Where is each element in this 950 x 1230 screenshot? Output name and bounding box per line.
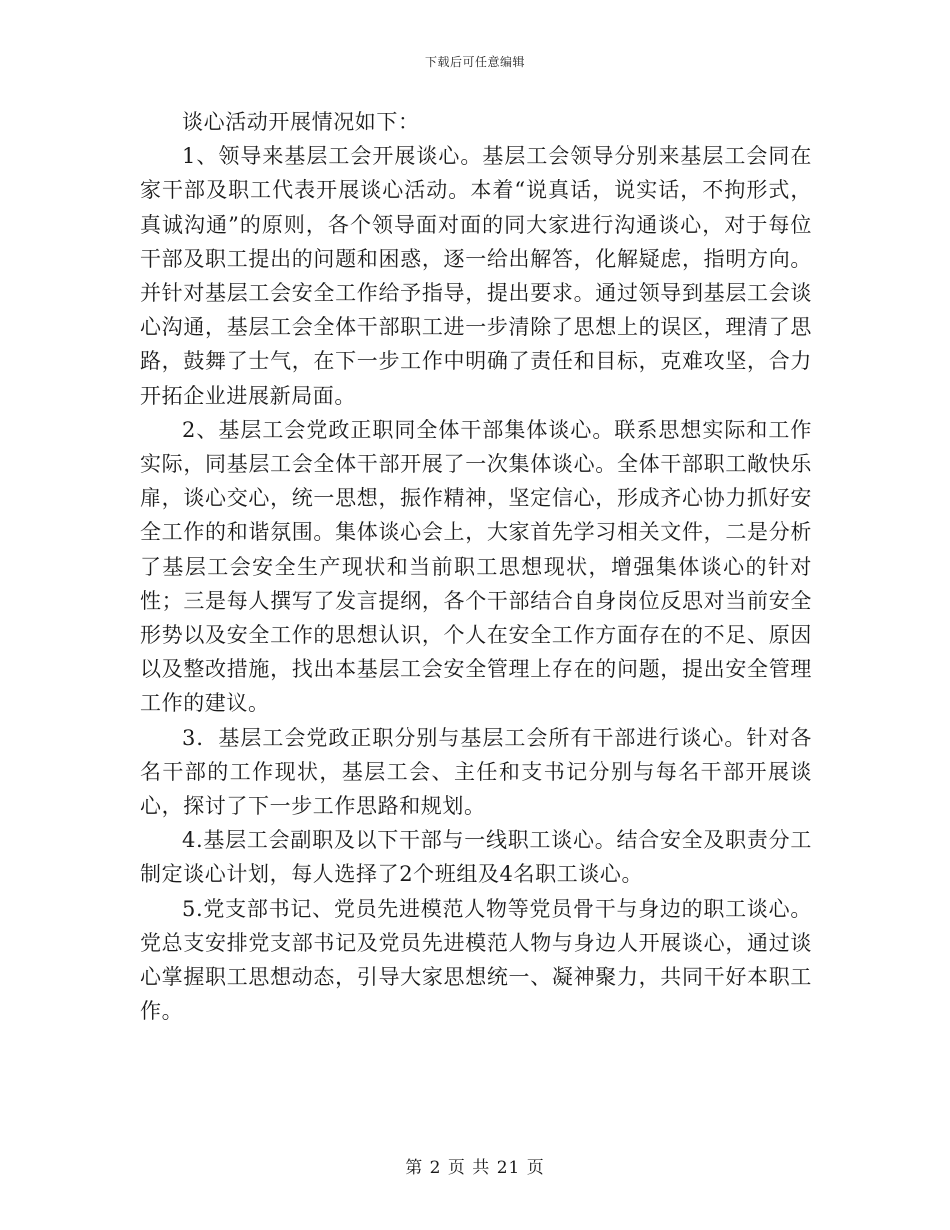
paragraph-5: 5.党支部书记、党员先进模范人物等党员骨干与身边的职工谈心。党总支安排党支部书记及党员先进模范人物与身边人开展谈心，通过谈心掌握职工思想动态，引导大家思想统一、凝神聚力，共同干好本职工作。 — [140, 896, 812, 1024]
paragraph-3: 3．基层工会党政正职分别与基层工会所有干部进行谈心。针对各名干部的工作现状，基层工会、主任和支书记分别与每名干部开展谈心，探讨了下一步工作思路和规划。 — [140, 725, 812, 819]
intro-paragraph: 谈心活动开展情况如下： — [182, 110, 420, 134]
paragraph-2: 2、基层工会党政正职同全体干部集体谈心。联系思想实际和工作实际，同基层工会全体干部开展了一次集体谈心。全体干部职工敞快乐扉，谈心交心，统一思想，振作精神，坚定信心，形成齐心协力抓好安全工作的和谐氛围。集体谈心会上，大家首先学习相关文件，二是分析了基层工会安全生产现状和当前职工思想现状，增强集体谈心的针对性；三是每人撰写了发言提纲，各个干部结合自身岗位反思对当前安全形势以及安全工作的思想认识，个人在安全工作方面存在的不足、原因以及整改措施，找出本基层工会安全管理上存在的问题，提出安全管理工作的建议。 — [140, 417, 812, 716]
paragraph-4: 4.基层工会副职及以下干部与一线职工谈心。结合安全及职责分工制定谈心计划，每人选择了2个班组及4名职工谈心。 — [140, 828, 812, 887]
page-header: 下载后可任意编辑 — [424, 55, 525, 69]
document-body — [140, 105, 812, 1028]
page-footer: 第 2 页 共 21 页 — [405, 1158, 545, 1178]
paragraph-1: 1、领导来基层工会开展谈心。基层工会领导分别来基层工会同在家干部及职工代表开展谈心活动。本着“说真话，说实话，不拘形式，真诚沟通”的原则，各个领导面对面的同大家进行沟通谈心，对于每位干部及职工提出的问题和困惑，逐一给出解答，化解疑虑，指明方向。并针对基层工会安全工作给予指导，提出要求。通过领导到基层工会谈心沟通，基层工会全体干部职工进一步清除了思想上的误区，理清了思路，鼓舞了士气，在下一步工作中明确了责任和目标，克难攻坚，合力开拓企业进展新局面。 — [140, 144, 812, 408]
